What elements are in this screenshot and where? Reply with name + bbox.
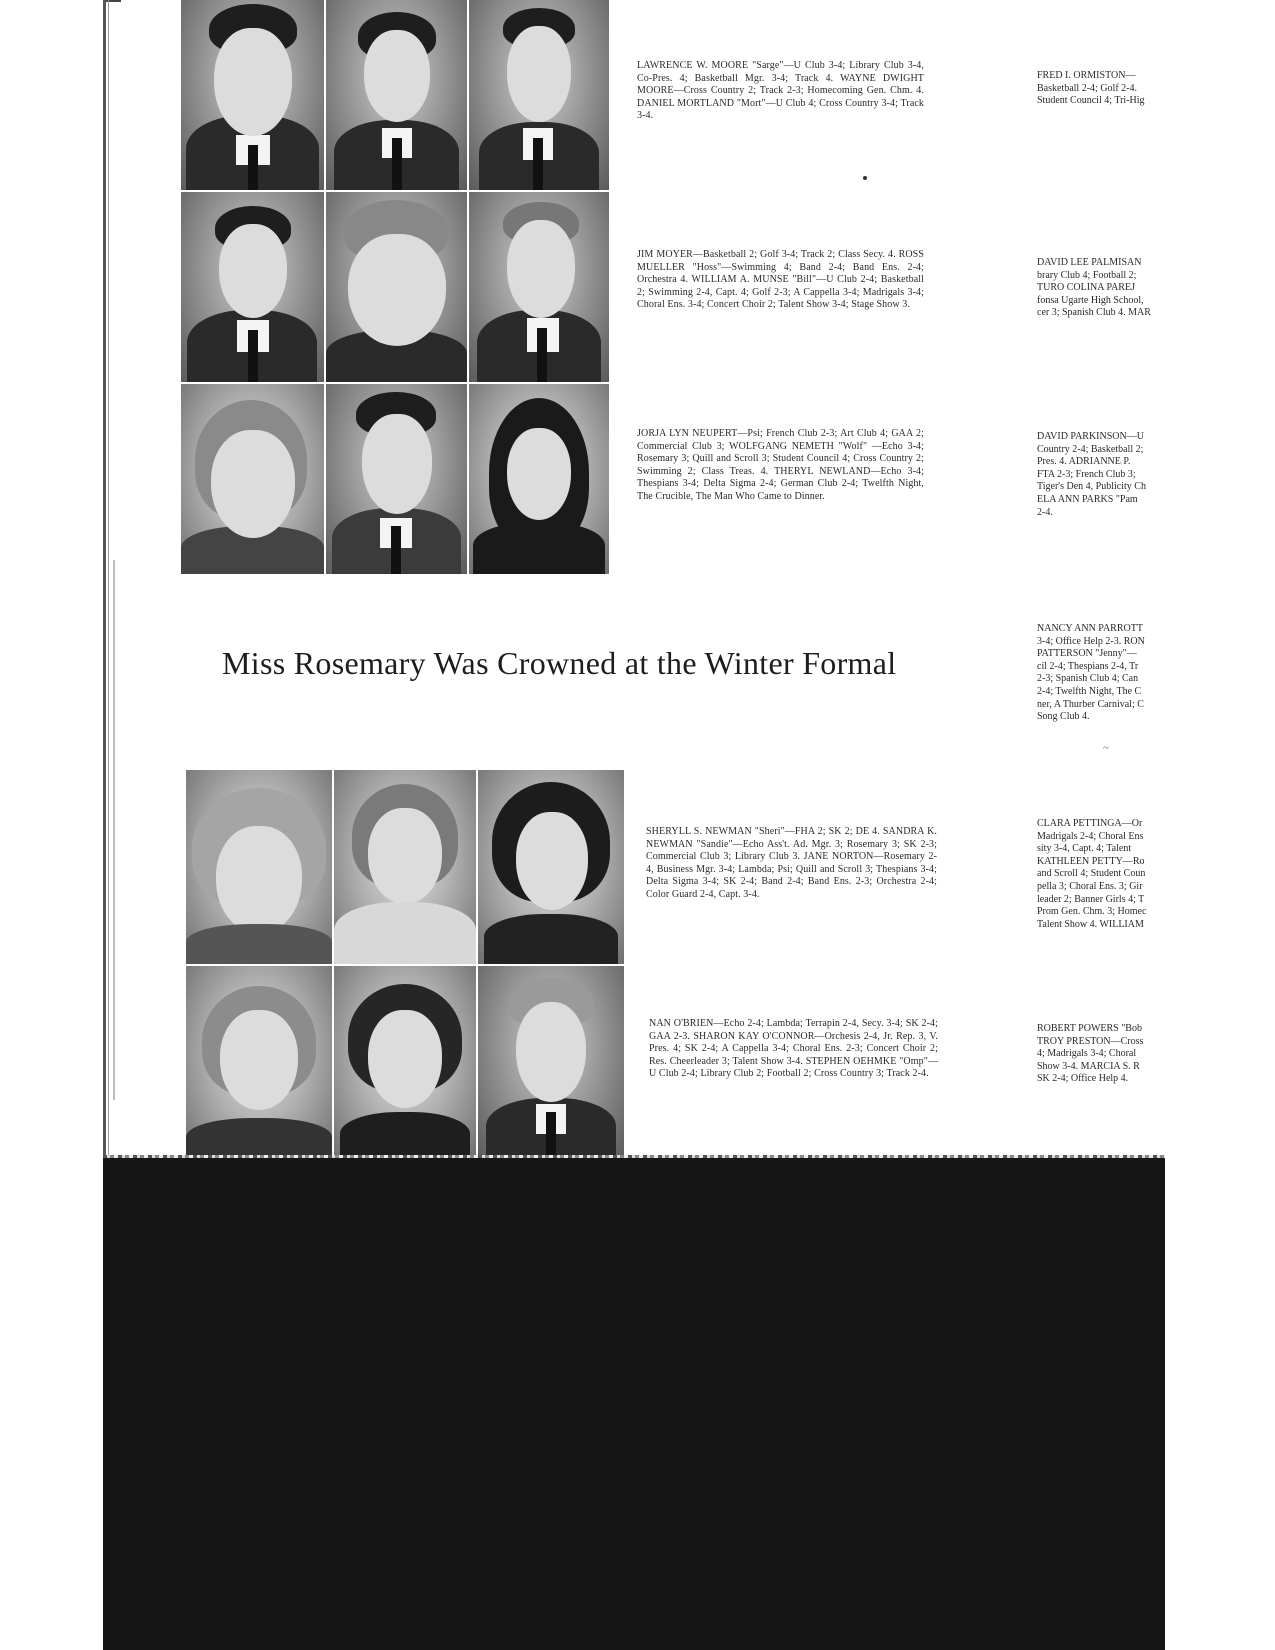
portrait-sharon-oconnor bbox=[334, 966, 476, 1160]
portrait-stephen-oehmke bbox=[478, 966, 624, 1160]
scan-binding-edge bbox=[103, 0, 106, 1165]
scan-dark-background bbox=[103, 1158, 1165, 1650]
bio-row2: JIM MOYER—Basketball 2; Golf 3-4; Track 2; Class Secy. 4. ROSS MUELLER "Hoss"—Swimming 4; Band 2-4; Band Ens. 2-4; Orchestra 4. WILLIAM A. MUNSE "Bill"—U Club 2-4; Basketball 2; Swimming 2-4, Capt. 4; Golf 2-3; A Cappella 3-4; Madrigals 3-4; Choral Ens. 3-4; Concert Choir 2; Talent Show 3-4; Stage Show 3. bbox=[637, 249, 924, 311]
ink-mark: ~ bbox=[1103, 742, 1109, 754]
right-column-block4: NANCY ANN PARROTT 3-4; Office Help 2-3. RON PATTERSON "Jenny"— cil 2-4; Thespians 2-4, Tr 2-3; Spanish Club 4; Can 2-4; Twelfth Night, The C ner, A Thurber Carnival; C Song Club 4. bbox=[1037, 623, 1145, 723]
scan-binding-shadow bbox=[113, 560, 115, 1100]
portrait-jorja-neupert bbox=[181, 384, 324, 574]
portrait-william-munse bbox=[469, 192, 609, 382]
section-headline: Miss Rosemary Was Crowned at the Winter Formal bbox=[222, 645, 897, 681]
portrait-wolfgang-nemeth bbox=[326, 384, 467, 574]
portrait-jane-norton bbox=[478, 770, 624, 964]
right-column-block5: CLARA PETTINGA—Or Madrigals 2-4; Choral Ens sity 3-4, Capt. 4; Talent KATHLEEN PETTY—Ro and Scroll 4; Student Coun pella 3; Choral Ens. 3; Gir leader 2; Banner Girls 4; T Prom Gen. Chm. 3; Homec Talent Show 4. WILLIAM bbox=[1037, 818, 1147, 930]
portrait-ross-mueller bbox=[326, 192, 467, 382]
portrait-daniel-mortland bbox=[469, 0, 609, 190]
right-column-block6: ROBERT POWERS "Bob TROY PRESTON—Cross 4; Madrigals 3-4; Choral Show 3-4. MARCIA S. R SK 2-4; Office Help 4. bbox=[1037, 1023, 1144, 1085]
bio-row5: NAN O'BRIEN—Echo 2-4; Lambda; Terrapin 2-4, Secy. 3-4; SK 2-4; GAA 2-3. SHARON KAY O'CONNOR—Orchesis 2-4, Jr. Rep. 3, V. Pres. 4; SK 2-4; A Cappella 3-4; Choral Ens. 2-3; Concert Choir 2; Res. Cheerleader 3; Talent Show 3-4. STEPHEN OEHMKE "Omp"—U Club 2-4; Library Club 2; Football 2; Cross Country 3; Track 2-4. bbox=[649, 1018, 938, 1080]
right-column-block2: DAVID LEE PALMISAN brary Club 4; Football 2; TURO COLINA PAREJ fonsa Ugarte High School, cer 3; Spanish Club 4. MAR bbox=[1037, 257, 1151, 319]
right-column-block1: FRED I. ORMISTON— Basketball 2-4; Golf 2-4. Student Council 4; Tri-Hig bbox=[1037, 70, 1145, 107]
right-column-block3: DAVID PARKINSON—U Country 2-4; Basketball 2; Pres. 4. ADRIANNE P. FTA 2-3; French Club 3; Tiger's Den 4, Publicity Ch ELA ANN PARKS "Pam 2-4. bbox=[1037, 431, 1146, 518]
portrait-lawrence-moore bbox=[181, 0, 324, 190]
bio-row1: LAWRENCE W. MOORE "Sarge"—U Club 3-4; Library Club 3-4, Co-Pres. 4; Basketball Mgr. 3-4; Track 4. WAYNE DWIGHT MOORE—Cross Country 2; Track 2-3; Homecoming Gen. Chm. 4. DANIEL MORTLAND "Mort"—U Club 4; Cross Country 3-4; Track 3-4. bbox=[637, 60, 924, 122]
speck bbox=[863, 176, 867, 180]
portrait-nan-obrien bbox=[186, 966, 332, 1160]
portrait-jim-moyer bbox=[181, 192, 324, 382]
portrait-wayne-moore bbox=[326, 0, 467, 190]
portrait-theryl-newland bbox=[469, 384, 609, 574]
bio-row4: SHERYLL S. NEWMAN "Sheri"—FHA 2; SK 2; DE 4. SANDRA K. NEWMAN "Sandie"—Echo Ass't. Ad. Mgr. 3; Rosemary 3; SK 2-3; Commercial Club 3; Library Club 3. JANE NORTON—Rosemary 2-4, Business Mgr. 3-4; Lambda; Psi; Quill and Scroll 3; Thespians 3-4; Delta Sigma 3-4; SK 2-4; Band 2-4; Band Ens. 2-3; Orchestra 2-4; Color Guard 2-4, Capt. 3-4. bbox=[646, 826, 937, 900]
scan-binding-edge-inner bbox=[108, 0, 109, 1165]
bio-row3: JORJA LYN NEUPERT—Psi; French Club 2-3; Art Club 4; GAA 2; Commercial Club 3; WOLFGANG NEMETH "Wolf" —Echo 3-4; Rosemary 3; Quill and Scroll 3; Student Council 4; Cross Country 2; Swimming 2; Class Treas. 4. THERYL NEWLAND—Echo 3-4; Thespians 3-4; Delta Sigma 2-4; German Club 2-4; Twelfth Night, The Crucible, The Man Who Came to Dinner. bbox=[637, 428, 924, 502]
portrait-sandra-newman bbox=[334, 770, 476, 964]
portrait-sheryll-newman bbox=[186, 770, 332, 964]
